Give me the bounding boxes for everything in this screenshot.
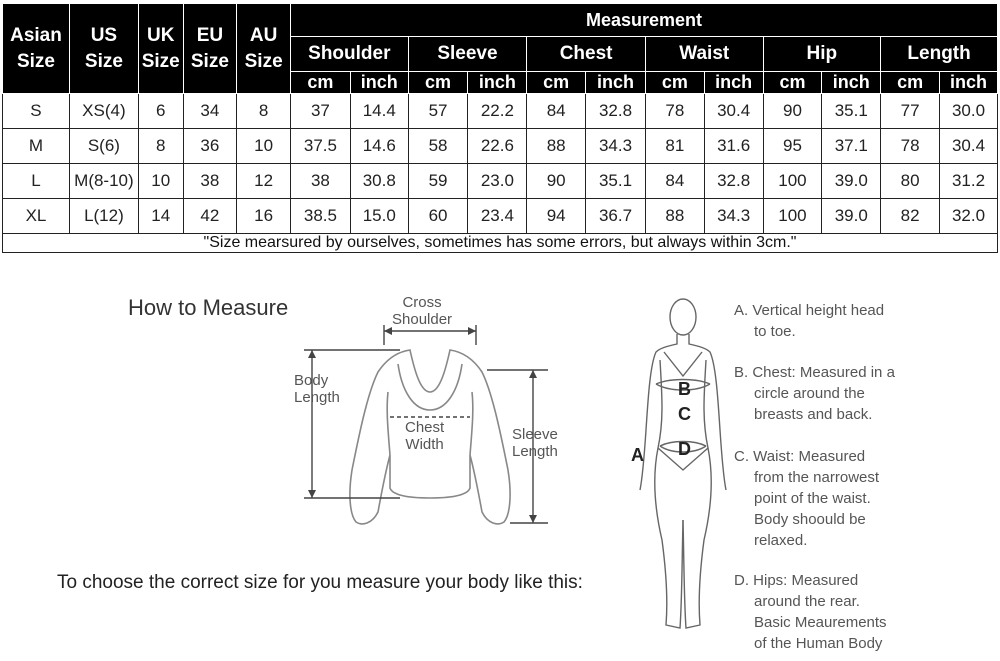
unit-cm: cm: [881, 72, 940, 94]
table-cell: M: [3, 129, 70, 164]
unit-inch: inch: [704, 72, 763, 94]
table-cell: 32.8: [586, 94, 646, 129]
table-cell: 38.5: [291, 199, 351, 234]
table-row: [3, 164, 998, 199]
header-eu-size: EU Size: [183, 4, 237, 94]
unit-cm: cm: [408, 72, 468, 94]
header-sleeve: Sleeve: [408, 37, 527, 72]
table-cell: 39.0: [822, 164, 881, 199]
table-cell: 12: [237, 164, 291, 199]
table-row: [3, 129, 998, 164]
header-hip: Hip: [763, 37, 881, 72]
table-cell: 22.2: [468, 94, 527, 129]
table-cell: 31.6: [704, 129, 763, 164]
table-cell: 38: [291, 164, 351, 199]
unit-inch: inch: [822, 72, 881, 94]
table-cell: 35.1: [822, 94, 881, 129]
table-cell: 59: [408, 164, 468, 199]
table-cell: 100: [763, 199, 822, 234]
table-cell: 16: [237, 199, 291, 234]
table-cell: 35.1: [586, 164, 646, 199]
header-measurement: Measurement: [291, 4, 998, 37]
table-cell: 78: [881, 129, 940, 164]
table-cell: 14.4: [350, 94, 408, 129]
table-cell: 100: [763, 164, 822, 199]
sweater-right-seam: [470, 392, 473, 455]
table-cell: 8: [138, 129, 183, 164]
unit-inch: inch: [350, 72, 408, 94]
table-cell: 95: [763, 129, 822, 164]
table-cell: 80: [881, 164, 940, 199]
table-cell: 30.4: [704, 94, 763, 129]
table-cell: L(12): [69, 199, 138, 234]
table-cell: M(8-10): [69, 164, 138, 199]
unit-cm: cm: [645, 72, 704, 94]
body-length-label: Body Length: [294, 372, 340, 406]
table-cell: 14.6: [350, 129, 408, 164]
description-a: A. Vertical height head to toe.: [734, 302, 885, 340]
table-cell: L: [3, 164, 70, 199]
body-label-a: A: [631, 445, 644, 465]
table-cell: 90: [527, 164, 586, 199]
table-cell: 36: [183, 129, 237, 164]
header-us-size: US Size: [69, 4, 138, 94]
description-d: D. Hips: Measured around the rear. Basic Meaurements of the Human Body: [734, 572, 887, 652]
table-cell: 8: [237, 94, 291, 129]
chest-width-label: Chest Width: [405, 419, 445, 453]
table-cell: 90: [763, 94, 822, 129]
unit-inch: inch: [468, 72, 527, 94]
table-cell: 82: [881, 199, 940, 234]
table-cell: 37.5: [291, 129, 351, 164]
table-cell: 39.0: [822, 199, 881, 234]
body-figure-icon: [640, 299, 726, 628]
header-au-size: AU Size: [237, 4, 291, 94]
table-cell: 32.8: [704, 164, 763, 199]
table-cell: 58: [408, 129, 468, 164]
table-cell: 30.8: [350, 164, 408, 199]
sweater-neckline: [398, 364, 462, 410]
table-cell: 30.4: [939, 129, 997, 164]
cross-shoulder-label: Cross Shoulder: [392, 294, 453, 328]
unit-cm: cm: [527, 72, 586, 94]
table-row: [3, 199, 998, 234]
table-cell: XL: [3, 199, 70, 234]
sleeve-length-label: Sleeve Length: [512, 426, 558, 460]
body-label-d: D: [678, 439, 691, 459]
table-cell: 84: [645, 164, 704, 199]
table-cell: 88: [527, 129, 586, 164]
table-cell: 37.1: [822, 129, 881, 164]
table-cell: S(6): [69, 129, 138, 164]
table-cell: 10: [237, 129, 291, 164]
table-cell: 10: [138, 164, 183, 199]
table-cell: 23.0: [468, 164, 527, 199]
unit-cm: cm: [763, 72, 822, 94]
table-cell: 31.2: [939, 164, 997, 199]
table-cell: 57: [408, 94, 468, 129]
table-cell: 36.7: [586, 199, 646, 234]
sweater-left-seam: [387, 392, 390, 455]
table-cell: 37: [291, 94, 351, 129]
description-c: C. Waist: Measured from the narrowest point of the waist. Body shoould be relaxed.: [734, 448, 880, 549]
table-cell: 94: [527, 199, 586, 234]
header-uk-size: UK Size: [138, 4, 183, 94]
table-cell: 78: [645, 94, 704, 129]
table-cell: 14: [138, 199, 183, 234]
table-cell: 60: [408, 199, 468, 234]
unit-cm: cm: [291, 72, 351, 94]
table-cell: 88: [645, 199, 704, 234]
table-cell: 6: [138, 94, 183, 129]
table-cell: 22.6: [468, 129, 527, 164]
table-cell: 84: [527, 94, 586, 129]
table-cell: 15.0: [350, 199, 408, 234]
size-chart-table: [2, 3, 998, 253]
instruction-text: To choose the correct size for you measure your body like this:: [57, 572, 583, 593]
header-length: Length: [881, 37, 998, 72]
body-label-b: B: [678, 379, 691, 399]
table-cell: S: [3, 94, 70, 129]
table-cell: XS(4): [69, 94, 138, 129]
table-cell: 34.3: [586, 129, 646, 164]
body-label-c: C: [678, 404, 691, 424]
unit-inch: inch: [586, 72, 646, 94]
header-shoulder: Shoulder: [291, 37, 409, 72]
table-cell: 34.3: [704, 199, 763, 234]
table-cell: 30.0: [939, 94, 997, 129]
description-b: B. Chest: Measured in a circle around the breasts and back.: [734, 364, 895, 423]
table-cell: 32.0: [939, 199, 997, 234]
table-body: [3, 94, 998, 234]
header-asian-size: Asian Size: [3, 4, 70, 94]
header-chest: Chest: [527, 37, 646, 72]
table-cell: 23.4: [468, 199, 527, 234]
how-to-measure-title: How to Measure: [128, 295, 289, 320]
unit-inch: inch: [939, 72, 997, 94]
table-row: [3, 94, 998, 129]
table-cell: 77: [881, 94, 940, 129]
table-cell: 42: [183, 199, 237, 234]
table-cell: 81: [645, 129, 704, 164]
header-waist: Waist: [645, 37, 763, 72]
size-note: "Size mearsured by ourselves, sometimes has some errors, but always within 3cm.": [3, 234, 998, 253]
table-cell: 34: [183, 94, 237, 129]
table-cell: 38: [183, 164, 237, 199]
